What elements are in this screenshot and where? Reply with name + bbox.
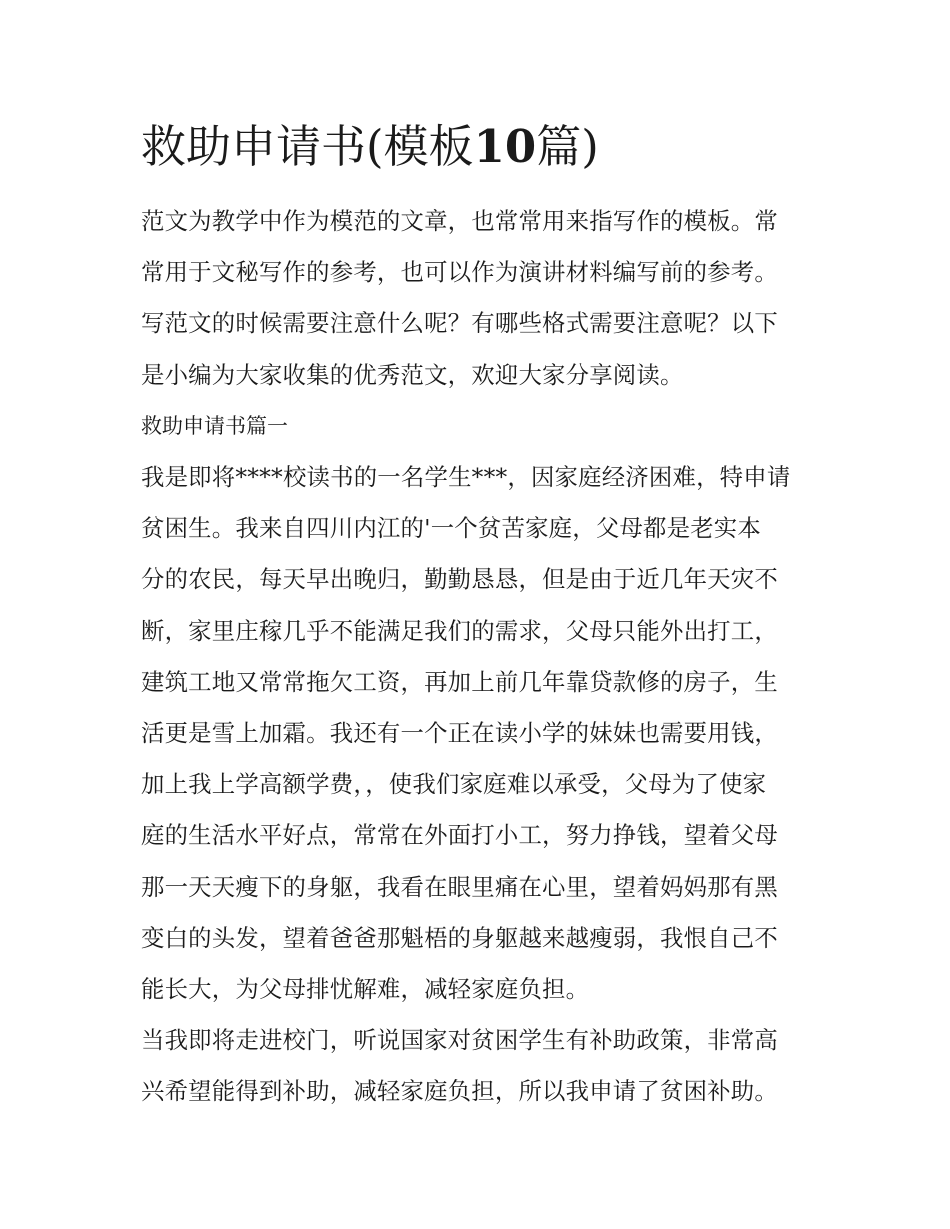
body-line: 能长大，为父母排忧解难，减轻家庭负担。 — [141, 975, 590, 1004]
section-heading: 救助申请书篇一 — [141, 413, 288, 438]
body-line: 我是即将****校读书的一名学生***，因家庭经济困难，特申请 — [141, 463, 791, 492]
body-line: 那一天天瘦下的身躯，我看在眼里痛在心里，望着妈妈那有黑 — [141, 872, 778, 901]
body-paragraph-2 — [141, 1015, 813, 1117]
body-paragraph-1 — [141, 452, 813, 1015]
body-line: 庭的生活水平好点，常常在外面打小工，努力挣钱，望着父母 — [141, 821, 778, 850]
document-title: 救助申请书(模板10篇) — [141, 120, 599, 173]
intro-paragraph — [141, 196, 813, 401]
body-line: 贫困生。我来自四川内江的'一个贫苦家庭，父母都是老实本 — [141, 514, 761, 543]
intro-line: 是小编为大家收集的优秀范文，欢迎大家分享阅读。 — [141, 360, 684, 389]
body-line: 建筑工地又常常拖欠工资，再加上前几年靠贷款修的房子，生 — [141, 667, 778, 696]
intro-line: 常用于文秘写作的参考，也可以作为演讲材料编写前的参考。 — [141, 258, 778, 287]
intro-line: 写范文的时候需要注意什么呢？有哪些格式需要注意呢？以下 — [141, 309, 778, 338]
document-page — [141, 112, 813, 1118]
body-line: 加上我上学高额学费，，使我们家庭难以承受，父母为了使家 — [141, 770, 767, 799]
body-line: 当我即将走进校门，听说国家对贫困学生有补助政策，非常高 — [141, 1026, 778, 1055]
intro-line: 范文为教学中作为模范的文章，也常常用来指写作的模板。常 — [141, 207, 778, 235]
body-line: 断，家里庄稼几乎不能满足我们的需求，父母只能外出打工， — [141, 616, 778, 645]
body-line: 变白的头发，望着爸爸那魁梧的身躯越来越瘦弱，我恨自己不 — [141, 923, 778, 952]
body-line: 分的农民，每天早出晚归，勤勤恳恳，但是由于近几年天灾不 — [141, 565, 778, 594]
body-line: 活更是雪上加霜。我还有一个正在读小学的妹妹也需要用钱， — [141, 719, 778, 748]
body-line: 兴希望能得到补助，减轻家庭负担，所以我申请了贫困补助。 — [141, 1077, 778, 1106]
